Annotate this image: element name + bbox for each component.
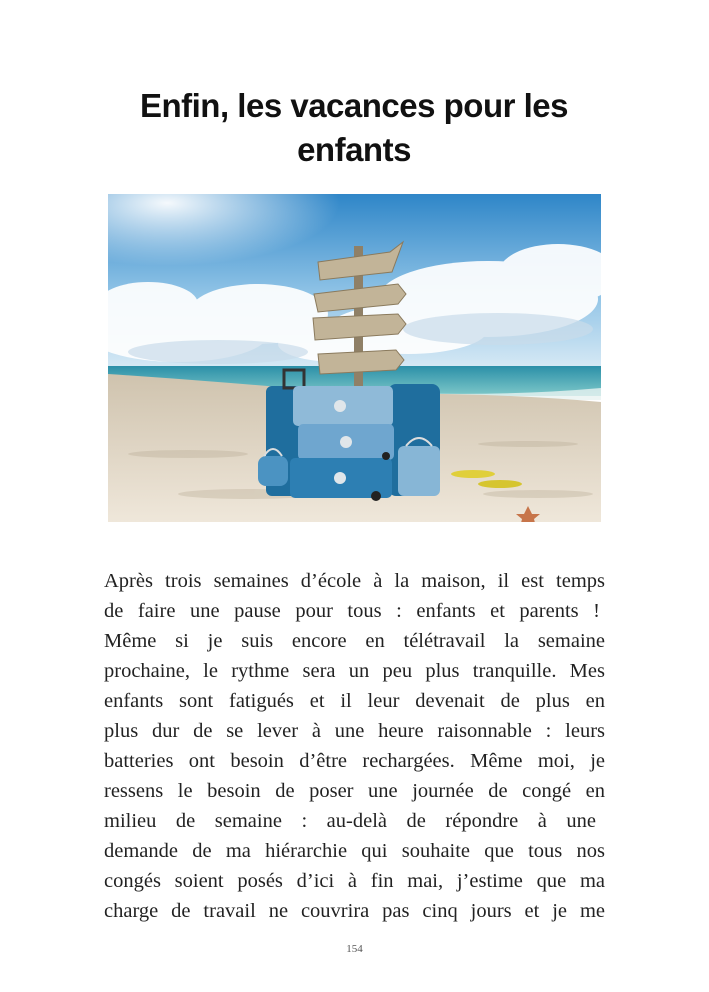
page-number: 154 xyxy=(346,943,363,955)
beach-luggage-image xyxy=(108,194,601,522)
beach-luggage-illustration xyxy=(108,194,601,522)
body-line: ressens le besoin de poser une journée de congé en xyxy=(104,780,605,802)
body-line: milieu de semaine : au-delà de répondre à une xyxy=(104,810,596,832)
body-line: plus dur de se lever à une heure raisonnable : leurs xyxy=(104,720,605,742)
body-line: batteries ont besoin d’être rechargées. Même moi, je xyxy=(104,750,605,772)
body-line: demande de ma hiérarchie qui souhaite que tous nos xyxy=(104,840,605,862)
body-line: enfants sont fatigués et il leur devenait de plus en xyxy=(104,690,605,712)
page-title: Enfin, les vacances pour les enfants xyxy=(139,87,569,168)
body-line: congés soient posés d’ici à fin mai, j’estime que ma xyxy=(104,870,605,892)
body-line: de faire une pause pour tous : enfants et parents ! xyxy=(104,600,600,622)
body-line: prochaine, le rythme sera un peu plus tranquille. Mes xyxy=(104,660,605,682)
body-line: charge de travail ne couvrira pas cinq jours et je me xyxy=(104,900,605,922)
article-body xyxy=(104,566,605,926)
body-line: Après trois semaines d’école à la maison, il est temps xyxy=(104,570,605,592)
body-line: Même si je suis encore en télétravail la semaine xyxy=(104,630,605,652)
